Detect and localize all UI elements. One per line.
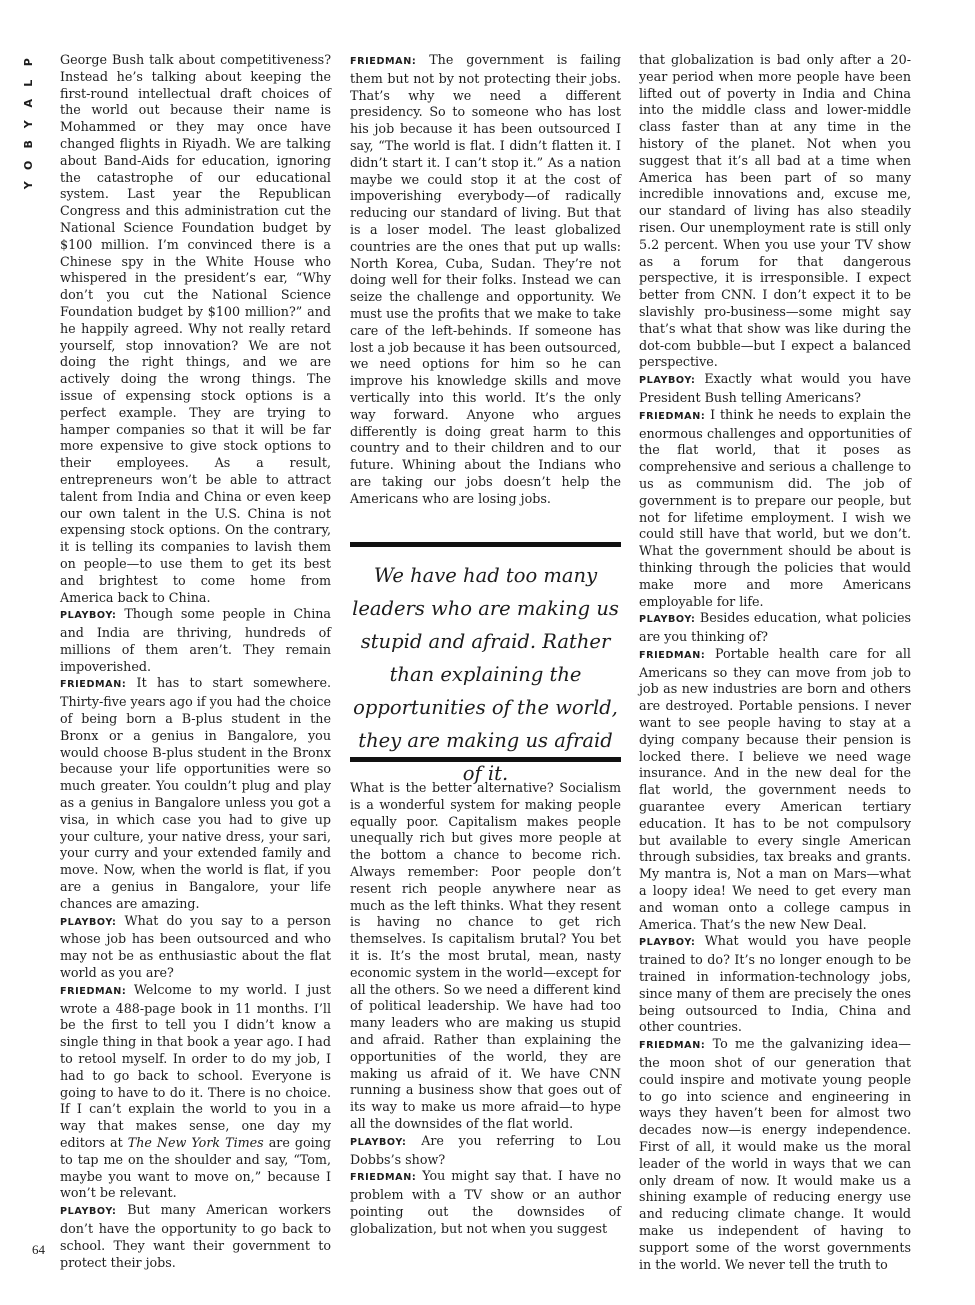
folio-letter: Y [21,181,35,190]
paragraph: George Bush talk about competitiveness? Instead he’s talking about keeping the first-round intellectual draft choices of the world out because their name is Mohammed or they may once have changed flights in Riyadh. We are talking about Band-Aids for education, ignoring the catastrophe of our educational system. Last year the Republican Congress and this administration cut the National Science Foundation budget by $100 million. I’m convinced there is a Chinese spy in the White House who whispered in the president’s ear, “Why don’t you cut the National Science Foundation budget by $100 million?” and he happily agreed. Why not really retard yourself, stop innovation? We are not doing the right things, and we are actively doing the wrong things. The issue of expensing stock options is a perfect example. They are trying to hamper companies so that it will be far more expensive to give stock options to their employees. As a result, entrepreneurs won’t be able to attract talent from India and China or even keep our own talent in the U.S. China is not expensing stock options. On the contrary, it is telling its companies to lavish them on people—to use them to get its best and brightest to come home from America back to China. [60,52,331,605]
folio-letter: B [21,140,35,149]
folio-letter: Y [21,119,35,128]
answer: FRIEDMAN: Portable health care for all Americans so they can move from job to job as new industries are born and others are destroyed. Portable pensions. I never want to see people having to stay at a dying company because their pension is locked there. I believe we need wage insurance. And in the new deal for the flat world, the government needs to guarantee every American tertiary education. It has to be not compulsory but available to every single American through subsidies, tax breaks and grants. My mantra is, Not a man on Mars—what a loopy idea! We need to get every man and woman onto a college campus in America. That’s the new New Deal. [639,645,911,932]
answer: FRIEDMAN: It has to start somewhere. Thirty-five years ago if you had the choice of being born a B-plus student in the Bronx or a genius in Bangalore, you would choose B-plus student in the Bronx because your life opportunities were so much greater. You couldn’t plug and play as a genius in Bangalore unless you got a visa, in which case you had to give up your culture, your native dress, your sari, your curry and your extended family and move. Now, when the world is flat, if you are a genius in Bangalore, your life chances are amazing. [60,675,331,911]
question: PLAYBOY: But many American workers don’t have the opportunity to go back to school. They want their government to protect their jobs. [60,1202,331,1270]
folio-letter: O [21,160,35,170]
question: PLAYBOY: Are you referring to Lou Dobbs’s show? [350,1132,621,1167]
speaker-label: PLAYBOY: [639,375,696,387]
text-column-2-top [350,52,621,508]
speaker-label: PLAYBOY: [60,916,117,928]
paragraph: What is the better alternative? Socialism is a wonderful system for making people equally poor. Capitalism makes people unequally rich but gives more people at the bottom a chance to become rich. Always remember: Poor people don’t resent rich people anywhere near as much as the left thinks. What they resent is having no chance to get rich themselves. Is capitalism brutal? You bet it is. It’s the most brutal, mean, nasty economic system in the world—except for all the others. So we need a different kind of political leadership. We have had too many leaders who are making us stupid and afraid. Rather than explaining the opportunities of the world, they are making us afraid of it. We have CNN running a business show that goes out of its way to make us more afraid—to hype all the downsides of the flat world. [350,780,621,1131]
text-column-2-bottom [350,780,621,1238]
question: PLAYBOY: What would you have people trained to do? It’s no longer enough to be trained in information-technology jobs, since many of them are precisely the ones being outsourced to India, China and other countries. [639,933,911,1035]
question: PLAYBOY: Exactly what would you have President Bush telling Americans? [639,371,911,405]
speaker-label: PLAYBOY: [350,1136,407,1148]
page-number: 64 [32,1242,45,1257]
answer: FRIEDMAN: The government is failing them but not by not protecting their jobs. That’s why we need a different presidency. So to someone who has lost his job because it has been outsourced I say, “The world is flat. I didn’t flatten it. I didn’t start it. I can’t stop it.” As a nation maybe we could stop it at the cost of impoverishing everybody—of radically reducing our standard of living. But that is a loser model. The least globalized countries are the ones that put up walls: North Korea, Cuba, Sudan. They’re not doing well for their folks. Instead we can seize the challenge and opportunity. We must use the profits that we make to take care of the left-behinds. If someone has lost a job because it has been outsourced, we need options for him so he can improve his knowledge skills and move vertically into this world. It’s the only way forward. Anyone who argues differently is doing great harm to this country and to their children and to our future. Whining about the Indians who are taking our jobs doesn’t help the Americans who are losing jobs. [350,52,621,506]
text-column-1 [60,52,331,1271]
speaker-label: FRIEDMAN: [639,649,706,661]
speaker-label: FRIEDMAN: [350,1172,417,1184]
answer: FRIEDMAN: Welcome to my world. I just wrote a 488-page book in 11 months. I’ll be the first to tell you I didn’t know a single thing in that book a year ago. I had to retool myself. In order to do my job, I had to go back to school. Everyone is going to have to do it. There is no choice. If I can’t explain the world to you in a way that makes sense, one day my editors at The New York Times are going to tap me on the shoulder and say, “Tom, maybe you want to move on,” because I won’t be relevant. [60,981,331,1201]
text-column-3 [639,52,911,1273]
speaker-label: FRIEDMAN: [350,56,417,67]
speaker-label: PLAYBOY: [60,1206,117,1218]
speaker-label: PLAYBOY: [639,614,696,626]
pull-quote: We have had too many leaders who are making us stupid and afraid. Rather than explaining the opportunities of the world, they are making us afraid of it. [352,564,619,785]
folio-letter: P [21,58,35,67]
speaker-label: PLAYBOY: [60,610,117,622]
magazine-folio [22,52,44,196]
publication-title: The New York Times [127,1135,264,1150]
question: PLAYBOY: What do you say to a person whose job has been outsourced and who may not be as enthusiastic about the flat world as you are? [60,912,331,981]
speaker-label: FRIEDMAN: [60,985,127,997]
paragraph: that globalization is bad only after a 20-year period when more people have been lifted out of poverty in India and China into the middle class and lower-middle class faster than at any time in the history of the planet. Not when you suggest that it’s all bad at a time when America has been part of so many incredible innovations and, excuse me, our standard of living has also steadily risen. Our unemployment rate is still only 5.2 percent. When you use your TV show as a forum for that dangerous perspective, it is irresponsible. I expect better from CNN. I don’t expect it to be slavishly pro-business—some might say that’s what that show was like during the dot-com bubble—but I expect a balanced perspective. [639,52,911,370]
answer: FRIEDMAN: I think he needs to explain the enormous challenges and opportunities of the flat world, that it poses as comprehensive and serious a challenge to us as communism did. The job of government is to prepare our people, but not for lifetime employment. I wish we could still have that world, but we don’t. What the government should be about is thinking through the policies that would make more and more Americans employable for life. [639,406,911,609]
question: PLAYBOY: Besides education, what policies are you thinking of? [639,610,911,645]
speaker-label: FRIEDMAN: [639,410,706,422]
speaker-label: FRIEDMAN: [60,679,127,691]
answer: FRIEDMAN: You might say that. I have no problem with a TV show or an author pointing out the downsides of globalization, but not when you suggest [350,1168,621,1236]
folio-letter: A [21,99,35,108]
question: PLAYBOY: Though some people in China and India are thriving, hundreds of millions of them aren’t. They remain impoverished. [60,606,331,674]
answer: FRIEDMAN: To me the galvanizing idea—the moon shot of our generation that could inspire and motivate young people to go into science and engineering in ways they haven’t been for almost two decades now—is energy independence. First of all, it would make us the moral leader of the world in ways that we can only dream of now. It would make us a shining example of reducing energy use and reducing climate change. It would make us independent of having to support some of the worst governments in the world. We never tell the truth to [639,1036,911,1272]
pull-quote-box [350,542,621,785]
speaker-label: FRIEDMAN: [639,1040,706,1052]
folio-letter: L [21,79,35,87]
speaker-label: PLAYBOY: [639,937,696,949]
